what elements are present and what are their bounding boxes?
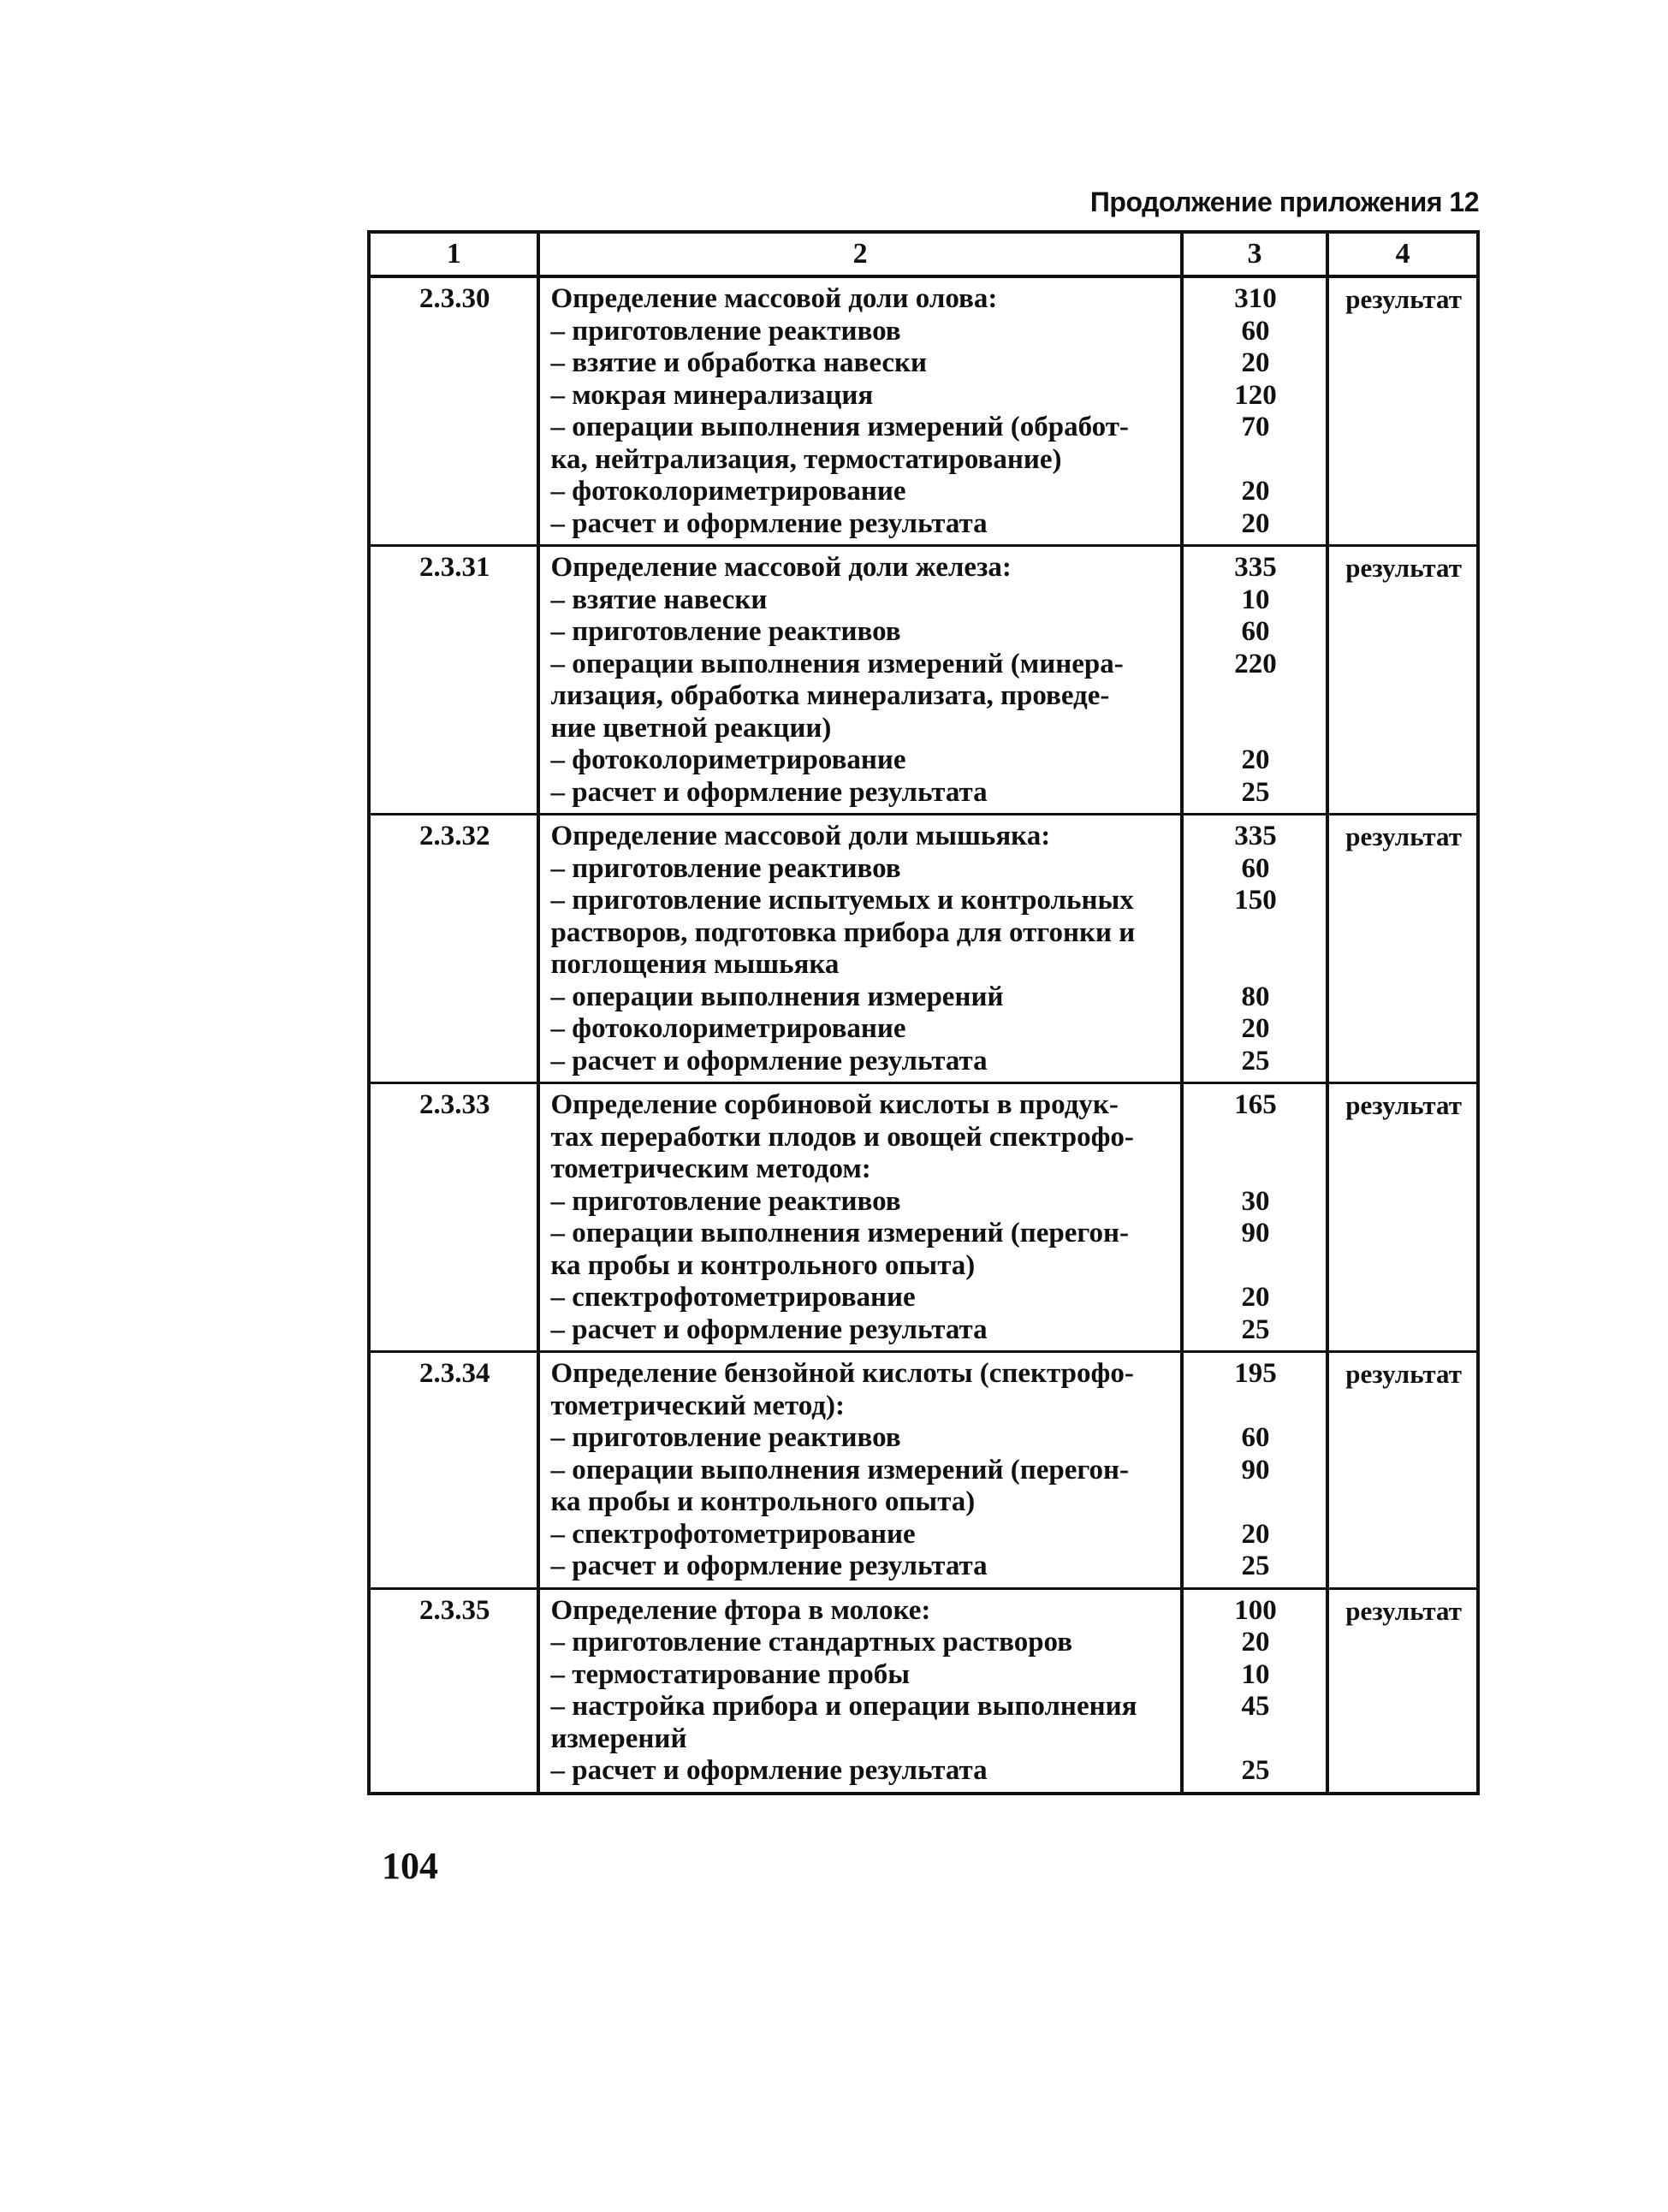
time-value: [1194, 1250, 1317, 1283]
time-value: 335: [1234, 821, 1277, 851]
description-line: ка, нейтрализация, термостатирование): [550, 443, 1062, 475]
time-value: 20: [1241, 476, 1270, 507]
description-line: – расчет и оформление результата: [550, 1755, 988, 1786]
description-line: измерений: [550, 1723, 687, 1754]
table-row: [369, 1352, 1478, 1589]
time-value: [1194, 1391, 1317, 1423]
description-line: – взятие навески: [550, 584, 768, 615]
description-line: – операции выполнения измерений (обработ-: [550, 412, 1129, 442]
time-value: 90: [1241, 1218, 1270, 1248]
time-value: 120: [1234, 379, 1277, 411]
appendix-continuation-caption: Продолжение приложения 12: [1089, 187, 1479, 217]
time-value: 25: [1241, 1755, 1270, 1786]
time-value: 80: [1241, 981, 1270, 1012]
description-line: Определение массовой доли мышьяка:: [550, 821, 1051, 851]
description-line: – расчет и оформление результата: [550, 507, 988, 539]
table-row: [369, 546, 1478, 815]
description-line: – приготовление реактивов: [550, 1185, 901, 1217]
item-number: 2.3.35: [369, 1588, 538, 1794]
operation-description: [538, 276, 1181, 546]
time-value: [1194, 1486, 1317, 1519]
operation-description: [538, 546, 1181, 815]
column-header-2: 2: [538, 232, 1181, 276]
time-values: [1182, 1352, 1327, 1589]
time-values: [1182, 815, 1327, 1083]
description-line: Определение бензойной кислоты (спектрофо-: [550, 1358, 1134, 1389]
description-line: – операции выполнения измерений (минера-: [550, 648, 1124, 679]
item-number: 2.3.30: [369, 276, 538, 546]
description-line: – приготовление испытуемых и контрольных: [550, 885, 1134, 916]
unit-of-measure: результат: [1327, 546, 1478, 815]
description-line: – приготовление реактивов: [550, 616, 901, 647]
description-line: – взятие и обработка навески: [550, 347, 928, 378]
time-value: 70: [1241, 412, 1270, 442]
time-value: 220: [1234, 648, 1277, 679]
item-number: 2.3.31: [369, 546, 538, 815]
time-value: 60: [1241, 315, 1270, 347]
time-value: 20: [1241, 1627, 1270, 1658]
description-line: – фотоколориметрирование: [550, 1013, 906, 1044]
description-line: ние цветной реакции): [550, 712, 832, 744]
description-line: – расчет и оформление результата: [550, 1551, 988, 1581]
column-header-1: 1: [369, 232, 538, 276]
time-value: 60: [1241, 1422, 1270, 1453]
description-line: тометрическим методом:: [550, 1153, 871, 1184]
description-line: – операции выполнения измерений: [550, 981, 1004, 1012]
unit-of-measure: результат: [1327, 1083, 1478, 1352]
time-values: [1182, 1588, 1327, 1794]
time-value: 45: [1241, 1691, 1270, 1722]
description-line: – мокрая минерализация: [550, 379, 874, 411]
unit-of-measure: результат: [1327, 1352, 1478, 1589]
description-line: – расчет и оформление результата: [550, 1045, 988, 1076]
description-line: – приготовление стандартных растворов: [550, 1627, 1073, 1658]
time-value: 25: [1241, 776, 1270, 808]
time-value: 20: [1241, 1282, 1270, 1313]
table-header: [369, 232, 1478, 276]
unit-of-measure: результат: [1327, 815, 1478, 1083]
description-line: растворов, подготовка прибора для отгонки и: [550, 916, 1136, 948]
time-value: [1194, 1122, 1317, 1154]
time-value: 20: [1241, 1013, 1270, 1044]
item-number: 2.3.32: [369, 815, 538, 1083]
time-value: 10: [1241, 584, 1270, 615]
time-value: 30: [1241, 1185, 1270, 1217]
operation-description: [538, 1352, 1181, 1589]
time-value: 195: [1234, 1358, 1277, 1389]
description-line: ка пробы и контрольного опыта): [550, 1486, 976, 1517]
table-row: [369, 1083, 1478, 1352]
operation-description: [538, 1083, 1181, 1352]
time-value: 335: [1234, 552, 1277, 583]
time-value: 25: [1241, 1045, 1270, 1076]
description-line: Определение фтора в молоке:: [550, 1594, 931, 1626]
time-value: 10: [1241, 1658, 1270, 1690]
time-value: 20: [1241, 507, 1270, 539]
operation-description: [538, 1588, 1181, 1794]
time-values: [1182, 546, 1327, 815]
time-value: 60: [1241, 616, 1270, 647]
description-line: – приготовление реактивов: [550, 852, 901, 884]
description-line: поглощения мышьяка: [550, 949, 840, 980]
table-body: [369, 276, 1478, 1794]
unit-of-measure: результат: [1327, 276, 1478, 546]
description-line: тах переработки плодов и овощей спектрофо-: [550, 1121, 1134, 1153]
description-line: – фотоколориметрирование: [550, 476, 906, 507]
description-line: – расчет и оформление результата: [550, 776, 988, 808]
column-header-4: 4: [1327, 232, 1478, 276]
cost-norms-table: [367, 230, 1480, 1795]
description-line: тометрический метод):: [550, 1390, 845, 1421]
time-value: 25: [1241, 1314, 1270, 1345]
time-values: [1182, 276, 1327, 546]
description-line: – спектрофотометрирование: [550, 1282, 916, 1313]
time-value: 90: [1241, 1454, 1270, 1486]
time-value: 20: [1241, 744, 1270, 775]
time-value: [1194, 1723, 1317, 1756]
time-value: 165: [1234, 1089, 1277, 1120]
time-value: 100: [1234, 1594, 1277, 1626]
description-line: – расчет и оформление результата: [550, 1314, 988, 1345]
description-line: – операции выполнения измерений (перегон-: [550, 1218, 1130, 1248]
time-values: [1182, 1083, 1327, 1352]
item-number: 2.3.34: [369, 1352, 538, 1589]
time-value: 310: [1234, 283, 1277, 314]
description-line: Определение массовой доли олова:: [550, 283, 998, 314]
operation-description: [538, 815, 1181, 1083]
time-value: 60: [1241, 852, 1270, 884]
time-value: [1194, 917, 1317, 950]
page-number: 104: [382, 1845, 438, 1887]
description-line: – фотоколориметрирование: [550, 744, 906, 775]
description-line: – приготовление реактивов: [550, 315, 901, 347]
description-line: – операции выполнения измерений (перегон-: [550, 1454, 1130, 1486]
description-line: Определение сорбиновой кислоты в продук-: [550, 1089, 1119, 1120]
time-value: 150: [1234, 885, 1277, 916]
description-line: – настройка прибора и операции выполнения: [550, 1691, 1137, 1722]
time-value: [1194, 444, 1317, 477]
time-value: [1194, 680, 1317, 713]
description-line: лизация, обработка минерализата, проведе-: [550, 680, 1110, 711]
unit-of-measure: результат: [1327, 1588, 1478, 1794]
time-value: 25: [1241, 1551, 1270, 1581]
description-line: Определение массовой доли железа:: [550, 552, 1012, 583]
time-value: [1194, 713, 1317, 745]
item-number: 2.3.33: [369, 1083, 538, 1352]
column-header-3: 3: [1182, 232, 1327, 276]
time-value: [1194, 949, 1317, 981]
table-row: [369, 276, 1478, 546]
description-line: – термостатирование пробы: [550, 1658, 911, 1690]
table-row: [369, 1588, 1478, 1794]
description-line: – спектрофотометрирование: [550, 1518, 916, 1550]
time-value: 20: [1241, 347, 1270, 378]
table-row: [369, 815, 1478, 1083]
description-line: – приготовление реактивов: [550, 1422, 901, 1453]
time-value: 20: [1241, 1518, 1270, 1550]
description-line: ка пробы и контрольного опыта): [550, 1249, 976, 1281]
time-value: [1194, 1153, 1317, 1186]
